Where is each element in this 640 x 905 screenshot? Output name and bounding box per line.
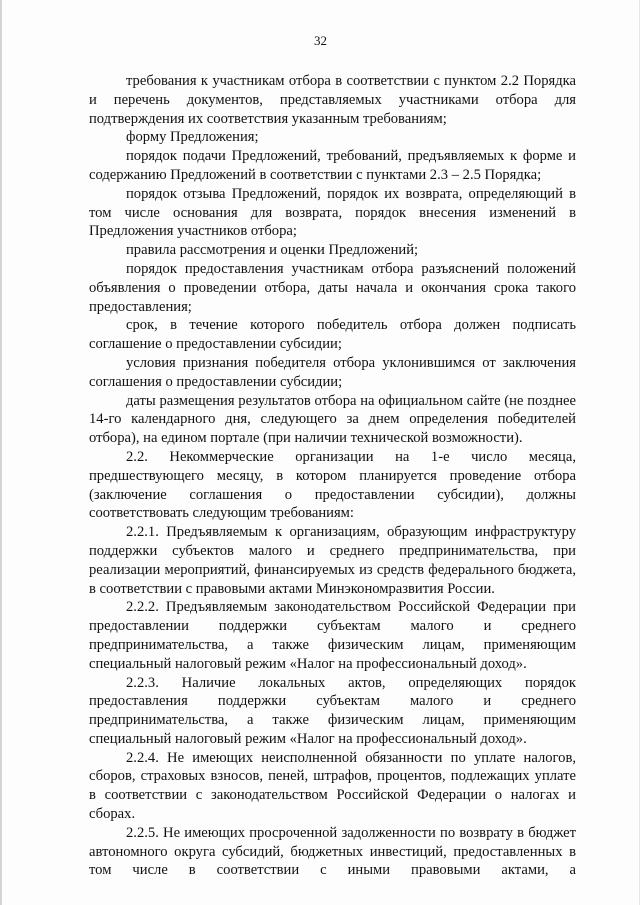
paragraph: условия признания победителя отбора уклонившимся от заключения соглашения о предоставлении субсидии; <box>89 354 576 390</box>
paragraph: правила рассмотрения и оценки Предложений; <box>126 242 419 259</box>
paragraph: 2.2.5. Не имеющих просроченной задолженности по возврату в бюджет автономного округа субсидий, бюджетных инвестиций, предоставленных в том числе в соответствии с иными правовыми актами, а <box>89 824 576 879</box>
paragraph: порядок подачи Предложений, требований, предъявляемых к форме и содержанию Предложений в соответствии с пунктами 2.3 – 2.5 Порядка; <box>89 148 576 183</box>
paragraph: 2.2.1. Предъявляемым к организациям, образующим инфраструктуру поддержки субъектов малого и среднего предпринимательства, при реализации мероприятий, финансируемых из средств федерального бюджета, в соответствии с правовыми актами Минэкономразвития России. <box>89 524 576 597</box>
paragraph: 2.2. Некоммерческие организации на 1-е число месяца, предшествующего месяцу, в котором планируется проведение отбора (заключение соглашения о предоставлении субсидии), должны соответствовать следующим требованиям: <box>89 448 576 522</box>
document-body <box>89 72 576 880</box>
paragraph: порядок отзыва Предложений, порядок их возврата, определяющий в том числе основания для возврата, порядок внесения изменений в Предложения участников отбора; <box>89 185 576 240</box>
paragraph: требования к участникам отбора в соответствии с пунктом 2.2 Порядка и перечень документов, представляемых участниками отбора для подтверждения их соответствия указанным требованиям; <box>89 73 576 127</box>
paragraph: 2.2.4. Не имеющих неисполненной обязанности по уплате налогов, сборов, страховых взносов, пеней, штрафов, процентов, подлежащих уплате в соответствии с законодательством Российской Федерации о налогах и сборах. <box>89 749 576 823</box>
paragraph: 2.2.3. Наличие локальных актов, определяющих порядок предоставления поддержки субъектам малого и среднего предпринимательства, а также физическим лицам, применяющим специальный налоговый режим «Налог на профессиональный доход». <box>89 674 576 747</box>
paragraph: даты размещения результатов отбора на официальном сайте (не позднее 14-го календарного дня, следующего за днем определения победителей отбора), на едином портале (при наличии технической возможности). <box>89 392 576 447</box>
paragraph: порядок предоставления участникам отбора разъяснений положений объявления о проведении отбора, даты начала и окончания срока такого предоставления; <box>89 260 576 315</box>
page-number: 32 <box>314 33 327 48</box>
paragraph: срок, в течение которого победитель отбора должен подписать соглашение о предоставлении субсидии; <box>89 317 576 353</box>
paragraph: 2.2.2. Предъявляемым законодательством Российской Федерации при предоставлении поддержки субъектам малого и среднего предпринимательства, а также физическим лицам, применяющим специальный налоговый режим «Налог на профессиональный доход». <box>89 599 576 672</box>
paragraph: форму Предложения; <box>126 129 259 146</box>
